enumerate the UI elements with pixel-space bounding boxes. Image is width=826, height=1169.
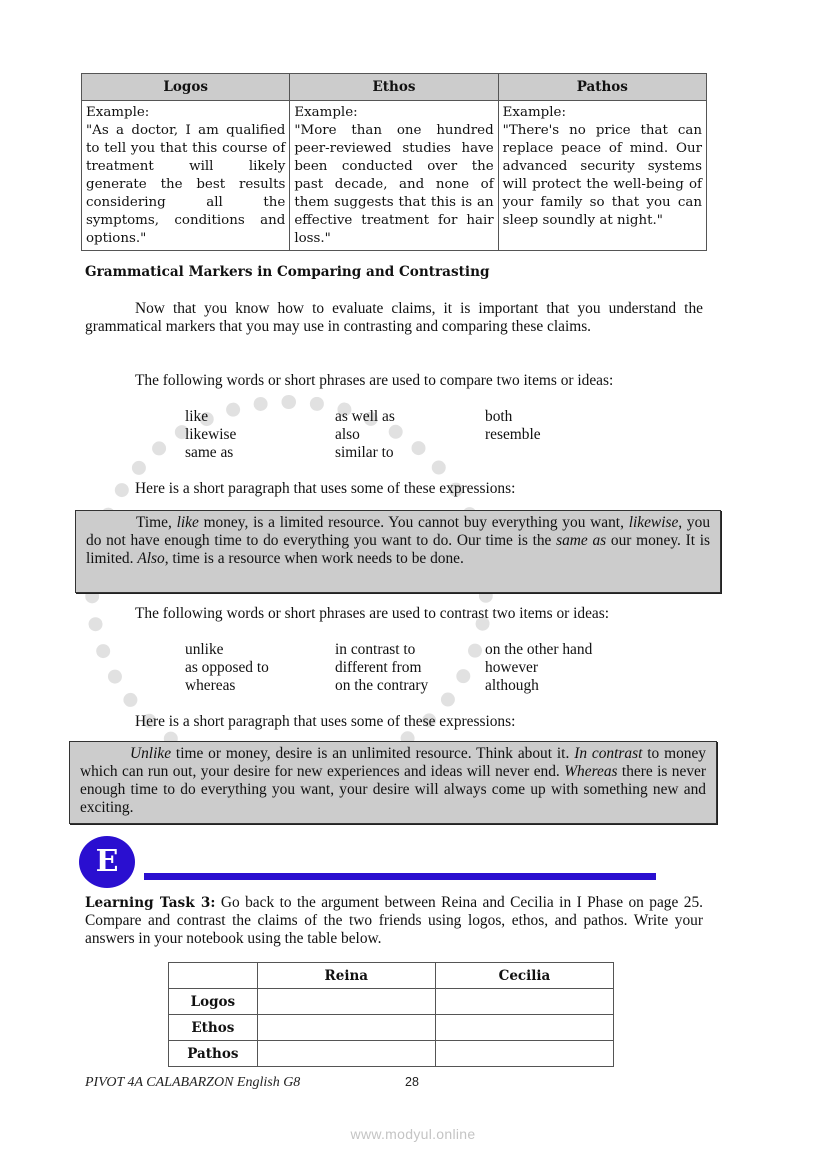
example-label: Example: xyxy=(502,105,566,120)
contrast-word: although xyxy=(485,677,539,694)
compare-example-paragraph xyxy=(86,514,710,568)
empty-corner-cell xyxy=(169,963,258,989)
phase-divider-bar xyxy=(144,873,656,880)
compare-word: resemble xyxy=(485,426,541,443)
ethos-example-text: "More than one hundred peer-reviewed studies have been conducted over the past decade, and none of them suggests that this is an effective treatment for hair loss." xyxy=(294,123,494,246)
text-run: , time is a resource when work needs to be done. xyxy=(164,550,464,567)
header-cecilia: Cecilia xyxy=(435,963,613,989)
answer-cell xyxy=(257,1015,435,1041)
pathos-example-text: "There's no price that can replace peace of mind. Our advanced security systems will protect the well-being of your family so that you can sleep soundly at night." xyxy=(502,123,702,228)
answer-cell xyxy=(435,1041,613,1067)
contrast-intro: The following words or short phrases are used to contrast two items or ideas: xyxy=(135,605,610,622)
answer-cell xyxy=(435,1015,613,1041)
ethos-example-cell xyxy=(290,101,498,251)
answer-cell xyxy=(257,1041,435,1067)
header-logos: Logos xyxy=(82,74,290,101)
contrast-example-paragraph xyxy=(80,745,706,817)
pathos-example-cell xyxy=(498,101,706,251)
row-label-logos: Logos xyxy=(169,989,258,1015)
contrast-word: unlike xyxy=(185,641,224,658)
contrast-word: however xyxy=(485,659,538,676)
task-label: Learning Task 3: xyxy=(85,895,216,911)
compare-word: both xyxy=(485,408,513,425)
text-run: , you do not have enough time to do everything you want to do. Our time is the xyxy=(86,514,711,549)
compare-word: like xyxy=(185,408,209,425)
contrast-example-intro: Here is a short paragraph that uses some of these expressions: xyxy=(135,713,516,730)
contrast-word: on the contrary xyxy=(335,677,429,694)
marker-same-as: same as xyxy=(556,532,607,549)
text-run: money, is a limited resource. You cannot buy everything you want, xyxy=(198,514,629,531)
logos-example-text: "As a doctor, I am qualified to tell you that this course of treatment will likely generate the best results considering all the symptoms, conditions and options." xyxy=(86,123,286,246)
header-reina: Reina xyxy=(257,963,435,989)
marker-unlike: Unlike xyxy=(130,745,172,762)
compare-intro: The following words or short phrases are used to compare two items or ideas: xyxy=(135,372,614,389)
compare-word: similar to xyxy=(335,444,394,461)
text-run: there is never enough time to do everything you want, your desire will always come up with something new and exciting. xyxy=(80,763,706,816)
word-row xyxy=(185,408,655,426)
contrast-word: on the other hand xyxy=(485,641,593,658)
page-number: 28 xyxy=(405,1075,419,1089)
compare-word: also xyxy=(335,426,360,443)
header-ethos: Ethos xyxy=(290,74,498,101)
logos-example-cell xyxy=(82,101,290,251)
compare-example-box xyxy=(75,510,721,593)
compare-word: as well as xyxy=(335,408,395,425)
intro-paragraph: Now that you know how to evaluate claims, it is important that you understand the grammatical markers that you may use in contrasting and comparing these claims. xyxy=(85,300,703,335)
text-run: to money which can run out, your desire for new experiences and ideas will never end. xyxy=(80,745,706,780)
contrast-word: in contrast to xyxy=(335,641,416,658)
example-label: Example: xyxy=(86,105,150,120)
contrast-word: different from xyxy=(335,659,422,676)
word-row xyxy=(185,641,655,659)
text-run: time or money, desire is an unlimited resource. Think about it. xyxy=(171,745,575,762)
marker-like: like xyxy=(176,514,199,531)
word-row xyxy=(185,426,655,444)
compare-example-intro: Here is a short paragraph that uses some of these expressions: xyxy=(135,480,516,497)
example-label: Example: xyxy=(294,105,358,120)
answer-table xyxy=(168,962,614,1067)
rhetorical-appeals-table xyxy=(81,73,707,251)
compare-word: likewise xyxy=(185,426,237,443)
answer-cell xyxy=(435,989,613,1015)
compare-word: same as xyxy=(185,444,234,461)
row-label-pathos: Pathos xyxy=(169,1041,258,1067)
task-instructions: Go back to the argument between Reina and Cecilia in I Phase on page 25. Compare and contrast the claims of the two friends using logos, ethos, and pathos. Write your answers in your notebook using the table below. xyxy=(85,894,703,947)
marker-likewise: likewise xyxy=(628,514,679,531)
answer-cell xyxy=(257,989,435,1015)
website-watermark: www.modyul.online xyxy=(350,1126,476,1142)
contrast-example-box xyxy=(69,741,717,824)
marker-whereas: Whereas xyxy=(564,763,618,780)
footer-title: PIVOT 4A CALABARZON English G8 xyxy=(85,1075,301,1090)
compare-word xyxy=(485,444,655,462)
contrast-word: as opposed to xyxy=(185,659,269,676)
header-pathos: Pathos xyxy=(498,74,706,101)
section-heading: Grammatical Markers in Comparing and Contrasting xyxy=(85,264,490,280)
contrast-word-list xyxy=(185,641,655,695)
phase-e-badge-icon: E xyxy=(79,836,135,888)
text-run: our money. It is limited. xyxy=(86,532,710,567)
marker-in-contrast: In contrast xyxy=(574,745,643,762)
text-run: Time, xyxy=(136,514,177,531)
word-row xyxy=(185,677,655,695)
word-row xyxy=(185,659,655,677)
word-row xyxy=(185,444,655,462)
contrast-word: whereas xyxy=(185,677,236,694)
marker-also: Also xyxy=(137,550,165,567)
row-label-ethos: Ethos xyxy=(169,1015,258,1041)
learning-task-paragraph xyxy=(85,894,703,948)
compare-word-list xyxy=(185,408,655,462)
